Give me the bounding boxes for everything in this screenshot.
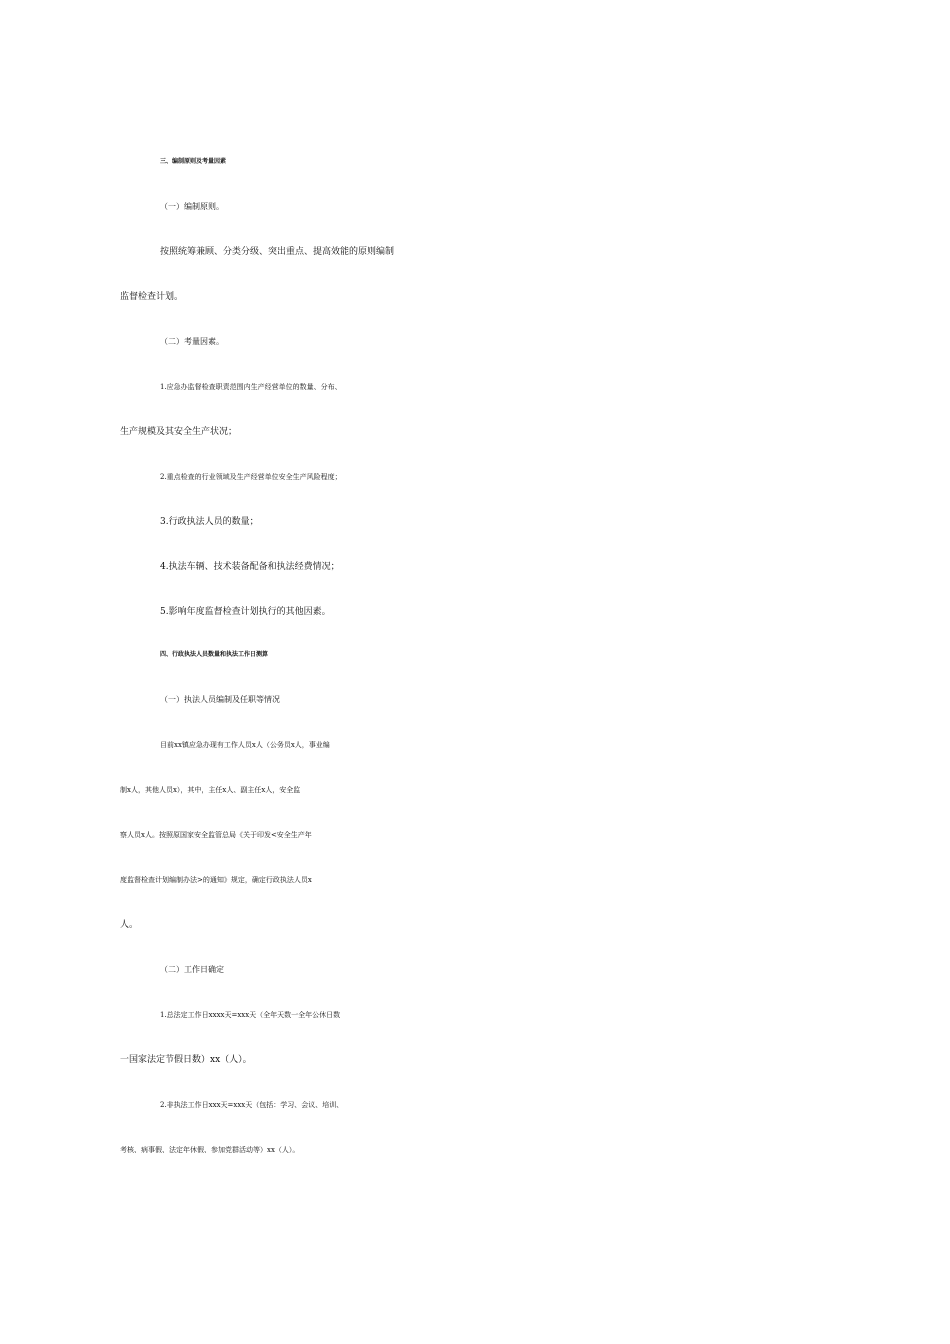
item-1-line-2: 生产规模及其安全生产状况；	[120, 427, 238, 437]
item-1-line-1: 1.应急办监督检查职责范围内生产经营单位的数量、分布、	[160, 383, 342, 391]
subsection-considerations: （二）考量因素。	[160, 337, 224, 346]
subsection-compile-principle: （一）编制原则。	[160, 202, 224, 211]
section-four-heading: 四、行政执法人员数量和执法工作日测算	[160, 651, 269, 658]
staffing-line-5: 人。	[120, 920, 139, 930]
workday-2-line-2: 考核、病事假、法定年休假、参加党群活动等）xx（人）。	[120, 1146, 300, 1154]
workday-2-line-1: 2.非执法工作日xxx天=xxx天（包括：学习、会议、培训、	[160, 1101, 344, 1109]
staffing-line-4: 度监督检查计划编制办法>的通知》规定，确定行政执法人员x	[120, 876, 312, 884]
subsection-staffing: （一）执法人员编制及任职等情况	[160, 695, 280, 704]
staffing-line-1: 目前xx镇应急办现有工作人员x人（公务员x人，事业编	[160, 741, 330, 749]
paragraph-principle-line-1: 按照统筹兼顾、分类分级、突出重点、提高效能的原则编制	[160, 247, 395, 257]
staffing-line-3: 察人员x人。按照原国家安全监管总局《关于印发<安全生产年	[120, 831, 312, 839]
subsection-workdays: （二）工作日确定	[160, 965, 224, 974]
item-3: 3.行政执法人员的数量；	[160, 517, 259, 527]
workday-1-line-1: 1.总法定工作日xxxx天=xxx天（全年天数一全年公休日数	[160, 1011, 341, 1019]
staffing-line-2: 制x人，其他人员x），其中，主任x人、副主任x人，安全监	[120, 786, 301, 794]
item-2: 2.重点检查的行业领域及生产经营单位安全生产风险程度；	[160, 473, 342, 481]
section-three-heading: 三、编制原则及考量因素	[160, 158, 227, 165]
paragraph-principle-line-2: 监督检查计划。	[120, 292, 184, 302]
item-4: 4.执法车辆、技术装备配备和执法经费情况；	[160, 562, 340, 572]
item-5: 5.影响年度监督检查计划执行的其他因素。	[160, 607, 331, 617]
workday-1-line-2: 一国家法定节假日数）xx（人）。	[120, 1055, 252, 1065]
